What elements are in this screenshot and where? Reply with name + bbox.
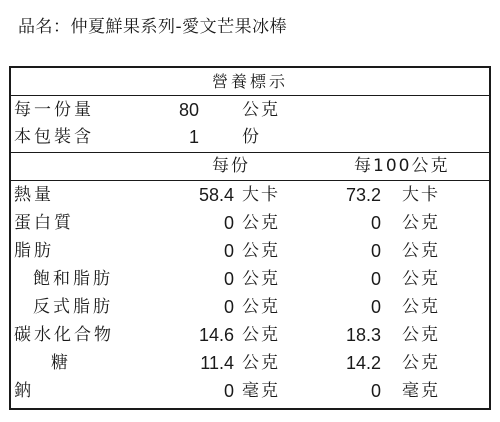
nutrient-label: 糖 [51,353,71,373]
per-100g-unit: 公克 [402,269,440,289]
nutrient-row [11,210,489,236]
per-100g-unit: 公克 [402,213,440,233]
per-100g-unit: 公克 [402,353,440,373]
nutrient-label: 脂肪 [14,241,54,261]
per-100g-unit: 公克 [402,297,440,317]
per-serving-unit: 大卡 [242,185,280,205]
per-serving-unit: 公克 [242,241,280,261]
per-serving-value: 0 [223,213,234,233]
per-serving-unit: 公克 [242,297,280,317]
body-divider [11,180,489,181]
per-serving-value: 0 [223,297,234,317]
nutrition-facts-panel [9,66,491,410]
nutrient-row [11,182,489,208]
serving-size-value: 80 [178,100,199,120]
serving-size-row [11,97,489,123]
per-serving-unit: 公克 [242,213,280,233]
per-100g-unit: 公克 [402,241,440,261]
panel-title: 營養標示 [11,68,489,96]
servings-per-pack-label: 本包裝含 [14,127,94,147]
per-serving-unit: 公克 [242,269,280,289]
nutrient-row [11,294,489,320]
nutrient-row [11,378,489,404]
per-serving-value: 11.4 [200,353,234,373]
per-100g-header: 每100公克 [354,156,450,176]
nutrient-row [11,238,489,264]
per-serving-value: 14.6 [198,325,234,345]
per-100g-value: 0 [370,269,381,289]
nutrient-row [11,322,489,348]
per-100g-unit: 大卡 [402,185,440,205]
per-serving-value: 0 [223,241,234,261]
nutrient-label: 飽和脂肪 [33,269,113,289]
serving-size-unit: 公克 [242,100,280,120]
nutrient-label: 鈉 [14,381,34,401]
nutrient-row [11,350,489,376]
per-100g-value: 0 [370,241,381,261]
column-header-row [11,153,489,179]
nutrient-label: 熱量 [14,185,54,205]
per-100g-unit: 毫克 [402,381,440,401]
nutrient-label: 碳水化合物 [14,325,114,345]
per-100g-unit: 公克 [402,325,440,345]
per-100g-value: 14.2 [345,353,381,373]
per-100g-value: 0 [370,381,381,401]
per-serving-unit: 公克 [242,353,280,373]
per-serving-header: 每份 [212,156,250,176]
nutrient-label: 蛋白質 [14,213,74,233]
per-serving-value: 0 [223,269,234,289]
nutrient-row [11,266,489,292]
per-100g-value: 18.3 [345,325,381,345]
per-serving-value: 58.4 [198,185,234,205]
product-name: 品名：仲夏鮮果系列-愛文芒果冰棒 [18,17,288,37]
servings-per-pack-row [11,124,489,150]
servings-per-pack-value: 1 [188,127,199,147]
nutrient-label: 反式脂肪 [33,297,113,317]
servings-per-pack-unit: 份 [242,127,261,147]
per-serving-unit: 公克 [242,325,280,345]
per-serving-value: 0 [223,381,234,401]
serving-size-label: 每一份量 [14,100,94,120]
per-100g-value: 0 [370,297,381,317]
per-100g-value: 73.2 [345,185,381,205]
per-serving-unit: 毫克 [242,381,280,401]
per-100g-value: 0 [370,213,381,233]
